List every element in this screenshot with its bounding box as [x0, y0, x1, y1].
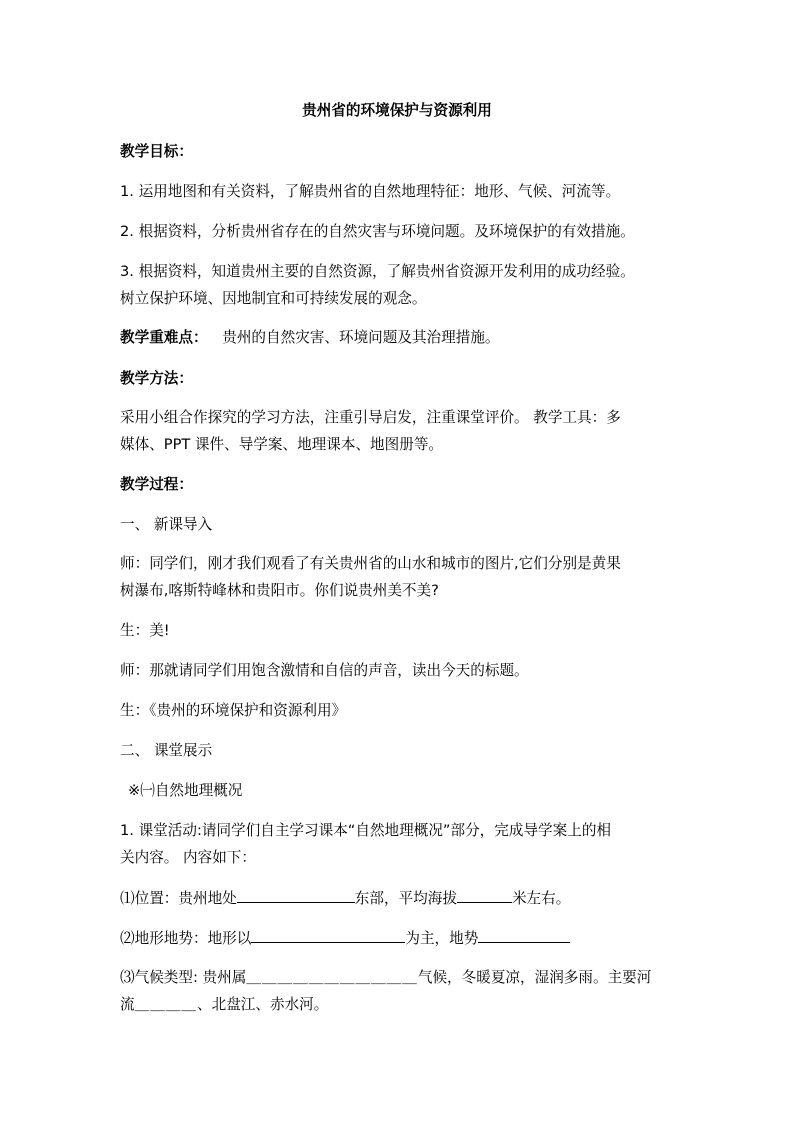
activity-line-1: 1. 课堂活动:请同学们自主学习课本“自然地理概况”部分，完成导学案上的相 [120, 822, 612, 839]
question-3-suffix: 气候，冬暖夏凉，湿润多雨。主要河 [417, 969, 652, 986]
question-3-line-1 [120, 968, 680, 988]
question-1-prefix: ⑴位置：贵州地处 [120, 890, 237, 907]
objective-item-3-line-1: 3. 根据资料，知道贵州主要的自然资源，了解贵州省资源开发利用的成功经验。 [120, 263, 635, 280]
question-1-middle: 东部，平均海拔 [354, 890, 457, 907]
methods-line-1: 采用小组合作探究的学习方法，注重引导启发，注重课堂评价。 教学工具：多 [120, 409, 621, 426]
activity-line-2: 关内容。 内容如下： [120, 849, 256, 866]
teacher-line-1-continued: 树瀑布,喀斯特峰林和贵阳市。你们说贵州美不美? [120, 582, 439, 599]
teacher-line-2: 师：那就请同学们用饱含激情和自信的声音，读出今天的标题。 [120, 662, 529, 679]
key-points-paragraph [120, 328, 680, 348]
section-1-title: 一、 新课导入 [120, 516, 213, 533]
question-2-middle: 为主，地势 [405, 930, 479, 947]
question-2 [120, 928, 680, 949]
student-line-2: 生：《贵州的环境保护和资源利用》 [120, 702, 347, 719]
answer-blank-slope[interactable] [478, 928, 570, 943]
question-2-prefix: ⑵地形地势：地形以 [120, 930, 252, 947]
question-3-prefix: ⑶气候类型: 贵州属 [120, 969, 247, 986]
answer-blank-river[interactable]: ＿＿＿＿ [134, 996, 197, 1013]
student-line-1: 生：美! [120, 622, 170, 639]
key-points-text: 贵州的自然灾害、环境问题及其治理措施。 [222, 329, 500, 346]
objective-item-2: 2. 根据资料，分析贵州省存在的自然灾害与环境问题。及环境保护的有效措施。 [120, 223, 635, 240]
answer-blank-elevation[interactable] [457, 888, 512, 903]
subsection-1-title: ※㈠自然地理概况 [128, 782, 243, 799]
objective-item-1: 1. 运用地图和有关资料，了解贵州省的自然地理特征：地形、气候、河流等。 [120, 183, 621, 200]
question-3-line-2 [120, 995, 680, 1015]
question-1-suffix: 米左右。 [511, 890, 571, 907]
document-title: 贵州省的环境保护与资源利用 [302, 102, 492, 119]
section-2-title: 二、 课堂展示 [120, 742, 213, 759]
answer-blank-location[interactable] [237, 888, 355, 903]
methods-heading: 教学方法： [120, 370, 193, 387]
question-3-line-2-prefix: 流 [120, 996, 135, 1013]
question-1 [120, 888, 680, 909]
answer-blank-terrain[interactable] [251, 928, 405, 943]
question-3-line-2-suffix: 、北盘江、赤水河。 [197, 996, 329, 1013]
answer-blank-climate[interactable]: ＿＿＿＿＿＿＿＿＿＿＿ [246, 969, 418, 986]
objective-item-3-line-2: 树立保护环境、因地制宜和可持续发展的观念。 [120, 290, 427, 307]
teacher-line-1: 师：同学们，刚才我们观看了有关贵州省的山水和城市的图片,它们分别是黄果 [120, 555, 621, 572]
objectives-heading: 教学目标： [120, 143, 193, 160]
key-points-heading: 教学重难点： [120, 329, 208, 346]
methods-line-2: 媒体、PPT 课件、导学案、地理课本、地图册等。 [120, 436, 444, 453]
process-heading: 教学过程： [120, 476, 193, 493]
